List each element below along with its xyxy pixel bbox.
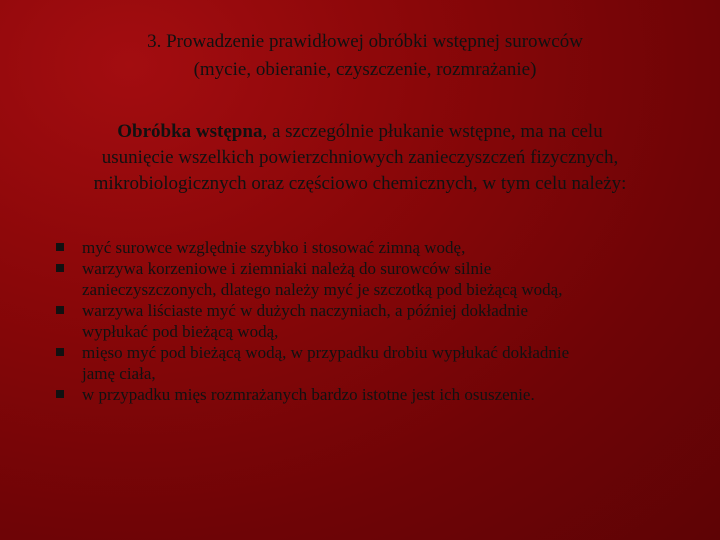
title-line-2: (mycie, obieranie, czyszczenie, rozmrażanie) [193, 59, 537, 80]
bullet-line: zanieczyszczonych, dlatego należy myć je szczotką pod bieżącą wodą, [82, 280, 563, 299]
bullet-line: mięso myć pod bieżącą wodą, w przypadku drobiu wypłukać dokładnie [82, 343, 570, 362]
intro-line-2: usunięcie wszelkich powierzchniowych zanieczyszczeń fizycznych, [101, 147, 619, 168]
bullet-item [56, 384, 696, 405]
square-bullet-icon [56, 390, 64, 398]
bullet-list [56, 237, 696, 405]
bullet-line: jamę ciała, [82, 364, 156, 383]
slide-title [40, 28, 690, 84]
bullet-item [56, 342, 696, 384]
bullet-line: wypłukać pod bieżącą wodą, [82, 322, 279, 341]
bullet-item [56, 258, 696, 300]
intro-line-1-rest: , a szczególnie płukanie wstępne, ma na celu [262, 121, 603, 142]
intro-line-3: mikrobiologicznych oraz częściowo chemicznych, w tym celu należy: [93, 173, 627, 194]
bullet-line: warzywa liściaste myć w dużych naczyniach, a później dokładnie [82, 301, 529, 320]
title-line-1: 3. Prowadzenie prawidłowej obróbki wstępnej surowców [147, 31, 583, 52]
bullet-item [56, 300, 696, 342]
intro-line-1 [20, 119, 700, 145]
bullet-item [56, 237, 696, 258]
intro-bold-term: Obróbka wstępna [117, 121, 263, 142]
square-bullet-icon [56, 306, 64, 314]
square-bullet-icon [56, 243, 64, 251]
bullet-line: myć surowce względnie szybko i stosować zimną wodę, [82, 238, 466, 257]
intro-paragraph [20, 119, 700, 197]
bullet-line: warzywa korzeniowe i ziemniaki należą do surowców silnie [82, 259, 492, 278]
square-bullet-icon [56, 348, 64, 356]
square-bullet-icon [56, 264, 64, 272]
bullet-line: w przypadku mięs rozmrażanych bardzo istotne jest ich osuszenie. [82, 385, 535, 404]
